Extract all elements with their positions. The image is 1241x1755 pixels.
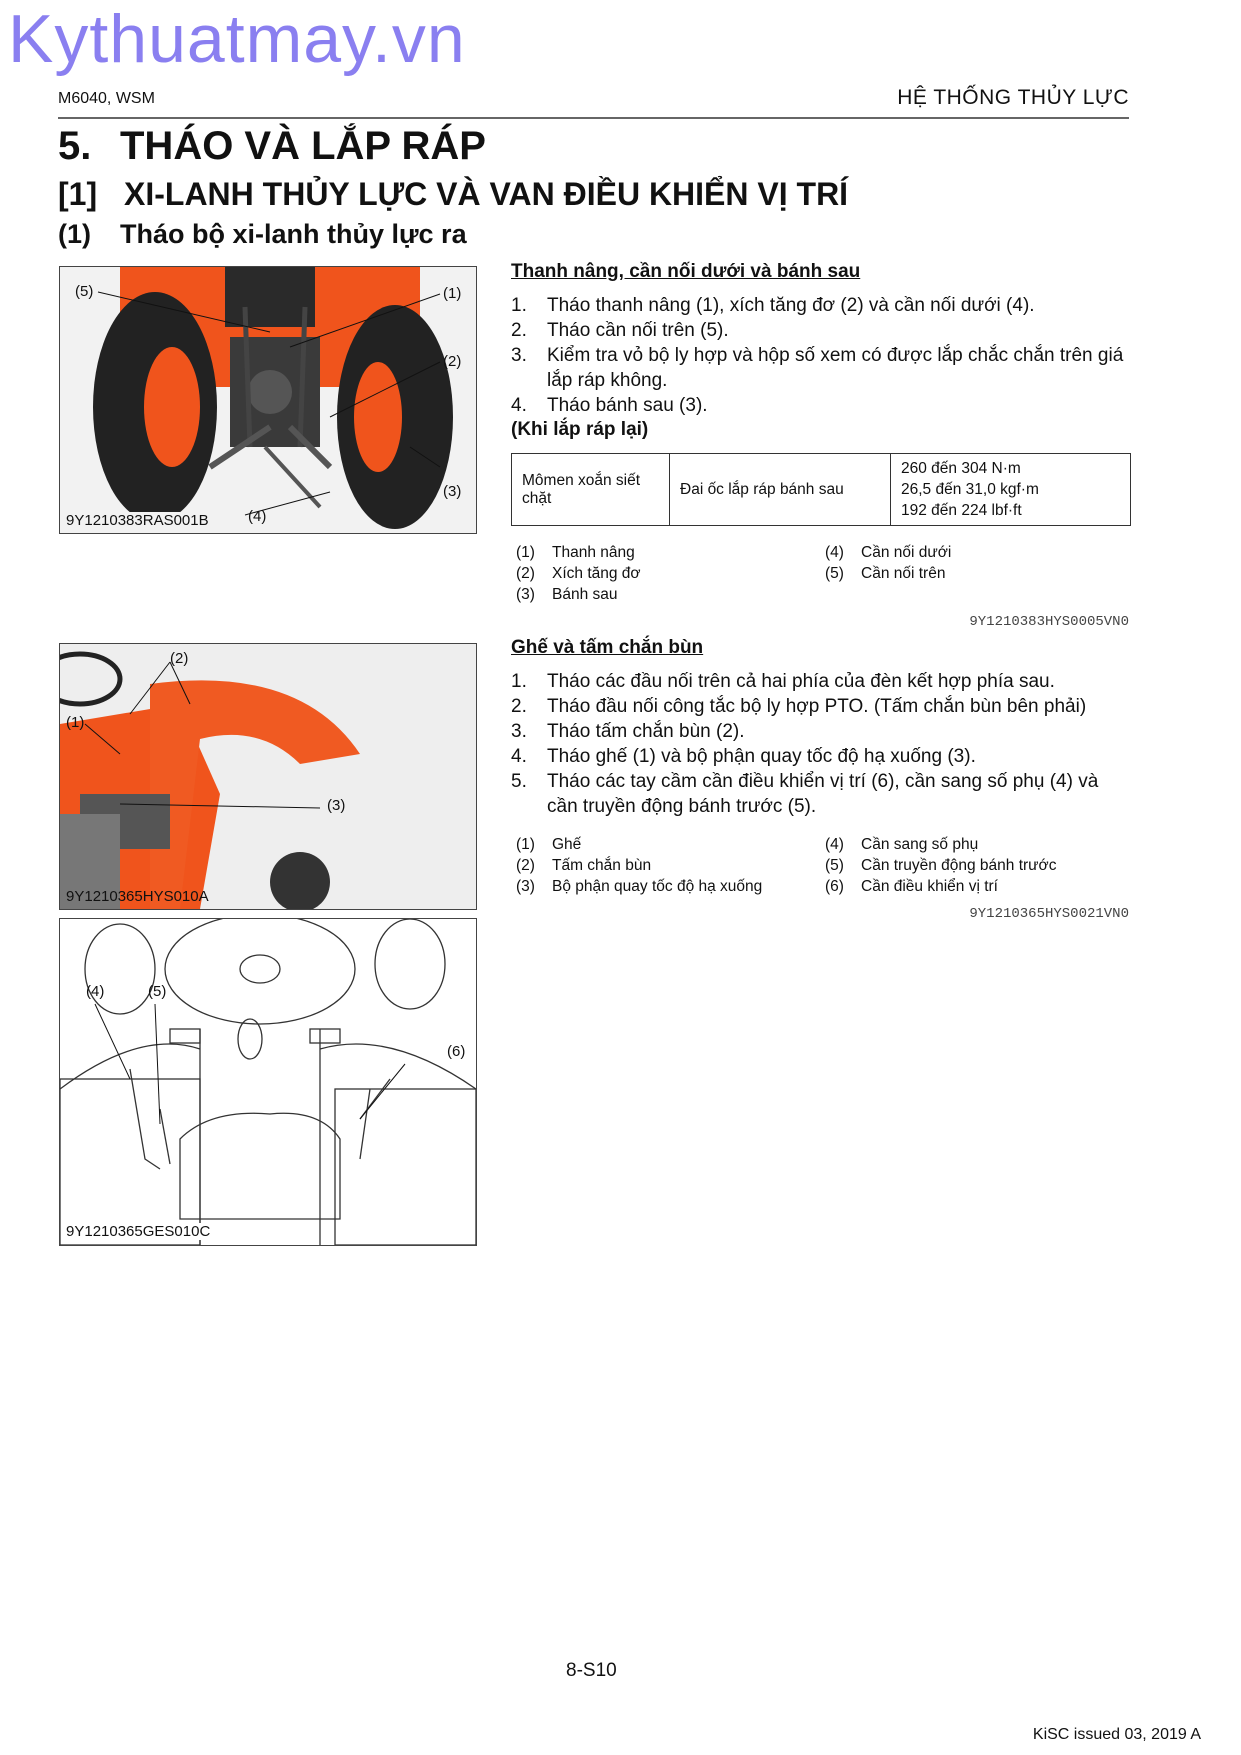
figure-code-label: 9Y1210365HYS010A <box>66 888 209 905</box>
step-item: 3. Kiểm tra vỏ bộ ly hợp và hộp số xem có được lắp chắc chắn trên giá lắp ráp không. <box>511 345 1124 391</box>
torque-value-kgfm: 26,5 đến 31,0 kgf·m <box>901 481 1039 498</box>
legend-item: (4) Cần nối dưới <box>825 544 952 561</box>
heading-3-number: (1) <box>58 219 91 249</box>
step-item: 4. Tháo bánh sau (3). <box>511 395 708 416</box>
doc-code: 9Y1210383HYS0005VN0 <box>969 614 1129 630</box>
callout-1: (1) <box>443 285 462 302</box>
seat-fender-illustration <box>60 644 476 909</box>
legend-a-left <box>516 542 641 605</box>
callout-4: (4) <box>248 508 267 525</box>
heading-1 <box>58 124 486 169</box>
heading-1-text: THÁO VÀ LẮP RÁP <box>120 124 486 168</box>
legend-item: (3) Bộ phận quay tốc độ hạ xuống <box>516 878 763 895</box>
reassembly-note: (Khi lắp ráp lại) <box>511 419 649 440</box>
issue-note: KiSC issued 03, 2019 A <box>1032 1726 1201 1743</box>
callout-2: (2) <box>170 650 189 667</box>
step-item: 1. Tháo thanh nâng (1), xích tăng đơ (2) và cần nối dưới (4). <box>511 295 1035 316</box>
heading-3 <box>58 219 467 250</box>
header-chapter: HỆ THỐNG THỦY LỰC <box>897 86 1129 109</box>
step-item: 1. Tháo các đầu nối trên cả hai phía của đèn kết hợp phía sau. <box>511 671 1055 692</box>
torque-label: Mômen xoắn siết chặt <box>512 454 670 526</box>
step-item: 2. Tháo cần nối trên (5). <box>511 320 729 341</box>
callout-1: (1) <box>66 714 85 731</box>
callout-5: (5) <box>75 283 94 300</box>
step-item: 5. Tháo các tay cầm cần điều khiển vị trí (6), cần sang số phụ (4) và cần truyền động bánh trước (5). <box>511 771 1099 817</box>
legend-item: (2) Tấm chắn bùn <box>516 857 652 874</box>
torque-table <box>511 453 1131 526</box>
rear-tractor-illustration <box>60 267 476 533</box>
torque-value-lbfft: 192 đến 224 lbf·ft <box>901 502 1022 519</box>
torque-values <box>891 454 1131 526</box>
header-model: M6040, WSM <box>58 90 155 107</box>
steps-lift-rods <box>511 293 1131 418</box>
heading-2 <box>58 176 848 213</box>
step-item: 4. Tháo ghế (1) và bộ phận quay tốc độ hạ xuống (3). <box>511 746 976 767</box>
heading-3-text: Tháo bộ xi-lanh thủy lực ra <box>120 219 467 249</box>
step-item: 2. Tháo đầu nối công tắc bộ ly hợp PTO. (Tấm chắn bùn bên phải) <box>511 696 1087 717</box>
legend-item: (6) Cần điều khiển vị trí <box>825 878 998 895</box>
watermark: Kythuatmay.vn <box>8 1 466 77</box>
torque-value-nm: 260 đến 304 N·m <box>901 460 1021 477</box>
legend-item: (5) Cần truyền động bánh trước <box>825 857 1057 874</box>
callout-5: (5) <box>148 983 167 1000</box>
legend-item: (4) Cần sang số phụ <box>825 836 979 853</box>
legend-b-right <box>825 834 1056 897</box>
legend-item: (5) Cần nối trên <box>825 565 946 582</box>
heading-1-number: 5. <box>58 124 92 168</box>
callout-6: (6) <box>447 1043 466 1060</box>
callout-2: (2) <box>443 353 462 370</box>
header-rule <box>58 117 1129 119</box>
section-title-lift-rods: Thanh nâng, cần nối dưới và bánh sau <box>511 261 861 282</box>
heading-2-text: XI-LANH THỦY LỰC VÀ VAN ĐIỀU KHIỂN VỊ TRÍ <box>124 176 849 212</box>
figure-rear-tractor <box>59 266 477 534</box>
steps-seat-fender <box>511 669 1131 819</box>
doc-code: 9Y1210365HYS0021VN0 <box>969 906 1129 922</box>
legend-a-right <box>825 542 951 584</box>
legend-item: (1) Thanh nâng <box>516 544 635 561</box>
callout-3: (3) <box>443 483 462 500</box>
section-title-seat-fender: Ghế và tấm chắn bùn <box>511 637 704 658</box>
figure-seat-fender <box>59 643 477 910</box>
torque-item: Đai ốc lắp ráp bánh sau <box>670 454 891 526</box>
figure-code-label: 9Y1210383RAS001B <box>66 512 209 529</box>
figure-operator-levers <box>59 918 477 1246</box>
legend-item: (2) Xích tăng đơ <box>516 565 641 582</box>
step-item: 3. Tháo tấm chắn bùn (2). <box>511 721 745 742</box>
heading-2-number: [1] <box>58 176 98 212</box>
legend-item: (1) Ghế <box>516 836 582 853</box>
page-number: 8-S10 <box>566 1660 617 1681</box>
figure-code-label: 9Y1210365GES010C <box>66 1223 211 1240</box>
legend-b-left <box>516 834 762 897</box>
callout-3: (3) <box>327 797 346 814</box>
operator-levers-drawing <box>60 919 476 1245</box>
legend-item: (3) Bánh sau <box>516 586 618 603</box>
callout-4: (4) <box>86 983 105 1000</box>
